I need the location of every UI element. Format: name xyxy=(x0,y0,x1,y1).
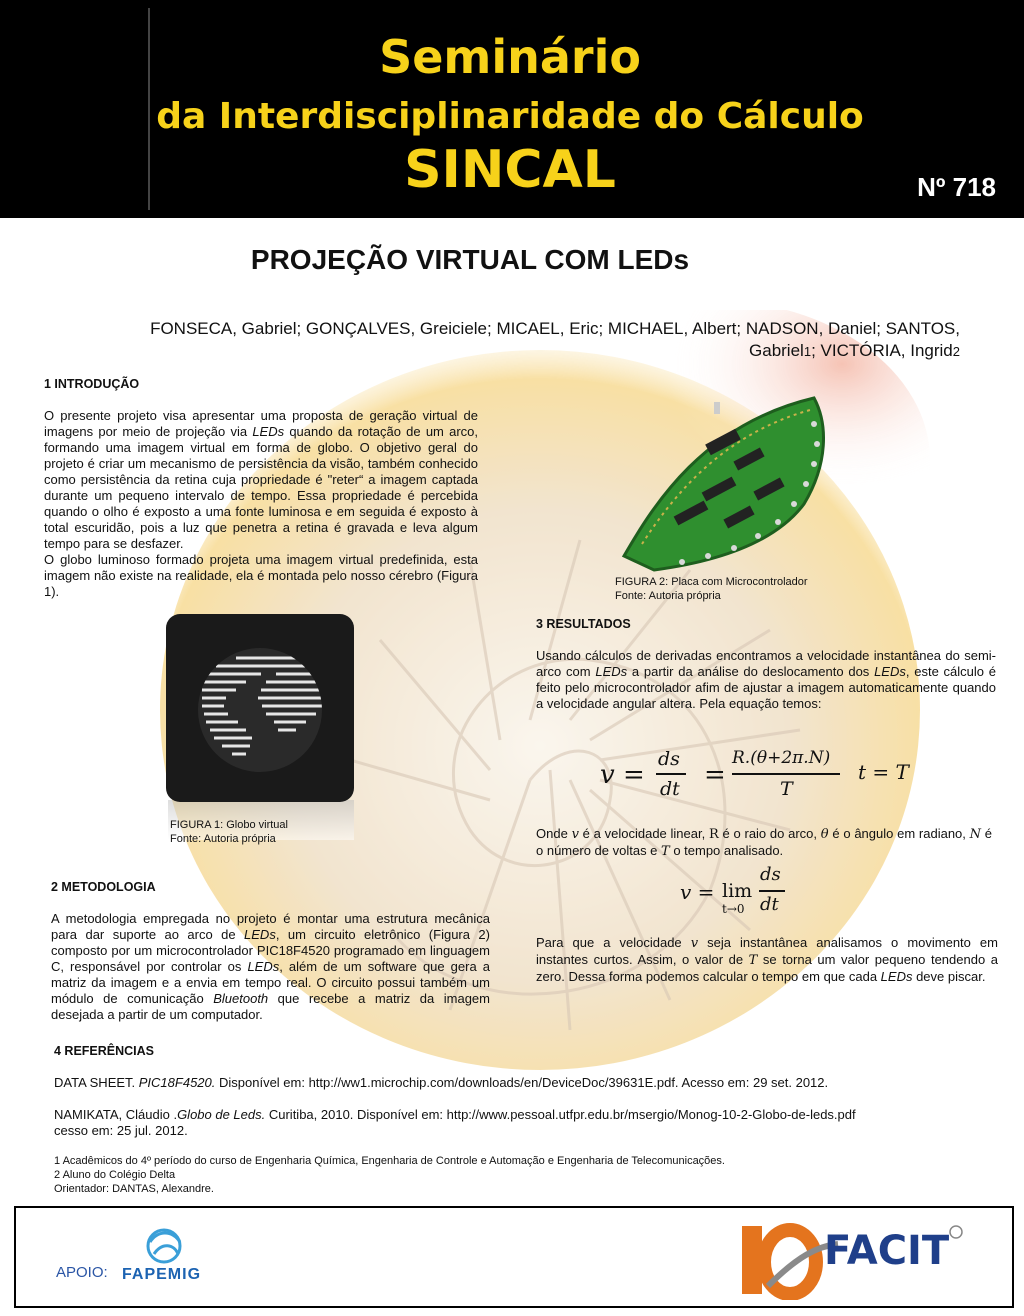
intro-body xyxy=(44,408,478,600)
authors-line1: FONSECA, Gabriel; GONÇALVES, Greiciele; MICAEL, Eric; MICHAEL, Albert; NADSON, Daniel; SANTOS, xyxy=(150,319,960,338)
symbol-r: R xyxy=(708,827,719,842)
eq2-lhs: v = xyxy=(680,880,715,904)
references-heading: 4 REFERÊNCIAS xyxy=(54,1044,155,1058)
symbol-t: T xyxy=(748,953,758,968)
footnote-1-text: Acadêmicos do 4º período do curso de Engenharia Química, Engenharia de Controle e Automação e Engenharia de Telecomunicações. xyxy=(60,1155,725,1167)
eq1-condition: t = T xyxy=(858,760,909,784)
header-title-line3: SINCAL xyxy=(404,140,616,200)
symbol-n: N xyxy=(969,827,982,842)
led-globe-graphic xyxy=(166,614,354,802)
eq2-denominator: dt xyxy=(760,894,779,915)
results-text: a partir da análise do deslocamento dos xyxy=(627,664,875,679)
reference-1 xyxy=(54,1075,994,1091)
figure2-caption-source: Fonte: Autoria própria xyxy=(615,590,721,602)
facit-logo-text: FACIT xyxy=(824,1228,950,1274)
figure1-caption-title: FIGURA 1: Globo virtual xyxy=(170,819,288,831)
method-emphasis: Bluetooth xyxy=(213,991,269,1006)
reference-text: NAMIKATA, Cláudio . xyxy=(54,1107,178,1122)
intro-paragraph-1 xyxy=(44,408,478,552)
footnote-1-marker: 1 xyxy=(54,1155,61,1167)
results-emphasis: LEDs xyxy=(880,969,913,984)
eq2-numerator: ds xyxy=(760,864,781,885)
authors-line2b: ; VICTÓRIA, Ingrid xyxy=(811,341,953,360)
reference-2 xyxy=(54,1107,994,1139)
equation-limit xyxy=(680,864,800,920)
symbol-theta: θ xyxy=(820,827,829,842)
fapemig-logo-icon xyxy=(134,1220,194,1268)
reference-text: Curitiba, 2010. Disponível em: http://www.pessoal.utfpr.edu.br/msergio/Monog-10-2-Globo-de-leds.pdf xyxy=(265,1107,856,1122)
method-heading: 2 METODOLOGIA xyxy=(51,880,156,894)
header-title-line1: Seminário xyxy=(379,30,641,84)
reference-access-date: cesso em: 25 jul. 2012. xyxy=(54,1123,188,1138)
results-paragraph-1 xyxy=(536,648,996,712)
equation-velocity xyxy=(600,748,930,804)
results-text: Usando cálculos de derivadas encontramos a velocidade instantânea do semi-arco com xyxy=(536,648,996,679)
eq1-fraction-bar-2 xyxy=(732,773,840,775)
eq1-equals: = xyxy=(704,760,726,790)
author-list xyxy=(70,318,960,363)
eq1-denominator-2: T xyxy=(780,778,793,800)
intro-text: quando da rotação de um arco, formando uma imagem virtual em forma de globo. O objetivo geral do projeto é criar um mecanismo de persistência da visão, também conhecido como persistência da retina cuja propriedade é "reter“ a imagem captada durante um pequeno intervalo de tempo. Essa propriedade é percebida quando o olho é exposto a uma fonte luminosa e em seguida é exposto à total escuridão, pois a luz que penetra a retina é gravada e leva algum tempo para se desfazer. xyxy=(44,424,478,551)
header-title-line2: da Interdisciplinaridade do Cálculo xyxy=(156,96,864,137)
poster-header xyxy=(0,0,1024,218)
results-text: é a velocidade linear, xyxy=(578,826,709,841)
results-text: , este cálculo é feito pelo microcontrolador afim de ajustar a imagem automaticamente quando a velocidade angular altera. Pela equação temos: xyxy=(536,664,997,711)
figure1-caption-source: Fonte: Autoria própria xyxy=(170,833,276,845)
figure1-caption xyxy=(170,818,288,846)
results-text: deve piscar. xyxy=(912,969,986,984)
authors-line2a: Gabriel xyxy=(749,341,804,360)
reference-text: DATA SHEET. xyxy=(54,1075,139,1090)
intro-emphasis: LEDs xyxy=(252,424,285,439)
results-text: é o ângulo em radiano, xyxy=(828,826,970,841)
reference-text: Disponível em: http://ww1.microchip.com/downloads/en/DeviceDoc/39631E.pdf. Acesso em: 29 set. 2012. xyxy=(215,1075,829,1090)
results-paragraph-3 xyxy=(536,935,998,985)
poster-number: Nº 718 xyxy=(917,172,996,202)
eq2-lim: lim xyxy=(722,880,753,902)
method-text: , além de um software que gera a matriz da imagem e a envia em tempo real. O circuito possui também um módulo de comunicação xyxy=(51,959,490,1006)
poster-title: PROJEÇÃO VIRTUAL COM LEDs xyxy=(250,244,690,275)
reference-emphasis: PIC18F4520. xyxy=(138,1075,216,1090)
support-label: APOIO: xyxy=(56,1264,108,1281)
results-text: é o raio do arco, xyxy=(718,826,821,841)
symbol-t: T xyxy=(661,844,670,859)
reference-emphasis: Globo de Leds. xyxy=(177,1107,266,1122)
intro-paragraph-2: O globo luminoso formado projeta uma imagem virtual predefinida, esta imagem não existe na realidade, ela é montada pelo nosso cérebro (Figura 1). xyxy=(44,552,478,599)
results-paragraph-2 xyxy=(536,826,992,860)
eq1-denominator: dt xyxy=(660,778,680,800)
figure1-globe-image xyxy=(166,614,354,802)
results-emphasis: LEDs xyxy=(595,664,628,679)
method-text: que recebe a matriz da imagem desejada a partir de um computador. xyxy=(51,991,490,1022)
sponsor-footer xyxy=(14,1206,1014,1308)
method-body xyxy=(51,911,490,1023)
method-emphasis: LEDs xyxy=(244,927,276,942)
symbol-v: v xyxy=(571,827,579,842)
author-footnote-2: 2 xyxy=(952,344,960,359)
eq1-lhs: v = xyxy=(600,760,645,790)
results-text: se torna um valor pequeno tendendo a zero. Dessa forma podemos calcular o tempo em que cada xyxy=(536,952,998,984)
figure2-caption xyxy=(615,575,808,603)
results-text: seja instantânea analisamos o movimento em instantes curtos. Assim, o valor de xyxy=(536,935,998,967)
eq2-limit-subscript: t→0 xyxy=(722,902,745,916)
eq1-fraction-bar xyxy=(656,773,686,775)
footnote-2: 2 Aluno do Colégio Delta xyxy=(54,1169,176,1181)
method-text: A metodologia empregada no projeto é montar uma estrutura mecânica para dar suporte ao arco de xyxy=(51,911,490,942)
results-heading: 3 RESULTADOS xyxy=(536,617,631,631)
advisor-note: Orientador: DANTAS, Alexandre. xyxy=(54,1183,214,1195)
footnotes xyxy=(54,1154,994,1196)
method-text: , um circuito eletrônico (Figura 2) composto por um microcontrolador PIC18F4520 programado em linguagem C, responsável por controlar os xyxy=(51,927,490,974)
author-footnote-1: 1 xyxy=(803,344,812,359)
eq1-numerator: ds xyxy=(658,748,680,770)
method-emphasis: LEDs xyxy=(247,959,280,974)
results-text: Onde xyxy=(536,826,572,841)
intro-heading: 1 INTRODUÇÃO xyxy=(44,377,140,391)
eq2-fraction-bar xyxy=(759,890,785,892)
results-emphasis: LEDs xyxy=(874,664,906,679)
symbol-v: v xyxy=(690,936,699,951)
figure2-caption-title: FIGURA 2: Placa com Microcontrolador xyxy=(615,576,808,588)
footnote-1 xyxy=(54,1154,994,1168)
results-text: é o número de voltas e xyxy=(536,826,992,858)
fapemig-logo-text: FAPEMIG xyxy=(122,1266,202,1283)
results-text: o tempo analisado. xyxy=(669,843,784,858)
intro-text: O presente projeto visa apresentar uma proposta de geração virtual de imagens por meio de projeção via xyxy=(44,408,478,439)
results-text: Para que a velocidade xyxy=(536,935,691,950)
figure2-pcb-image xyxy=(614,384,834,574)
eq1-numerator-2: R.(θ+2π.N) xyxy=(732,748,831,768)
